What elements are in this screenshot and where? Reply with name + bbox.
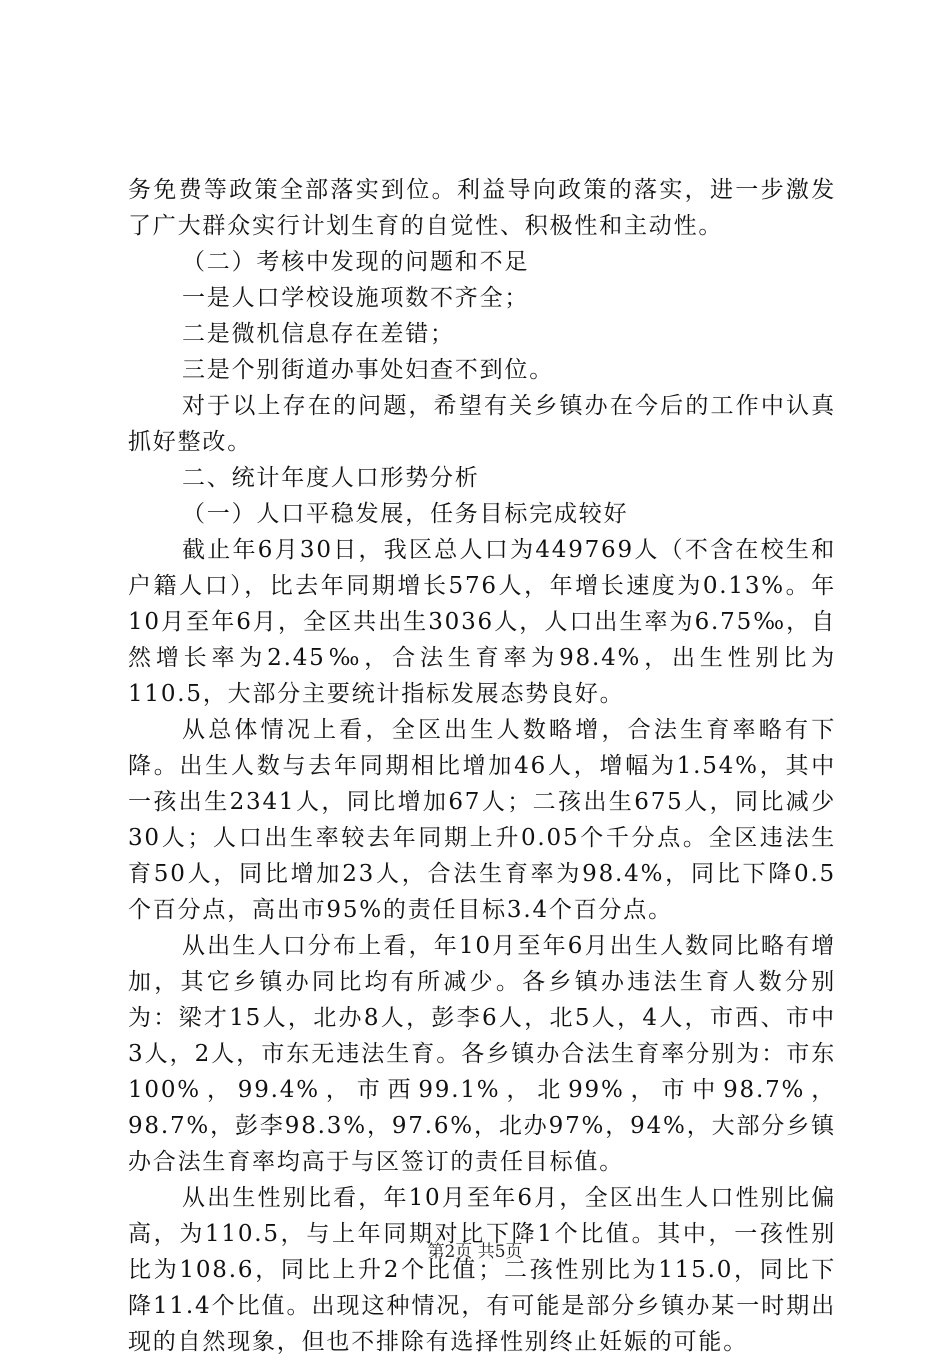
subsection-heading-stable-development: （一）人口平稳发展，任务目标完成较好 — [182, 501, 629, 527]
paragraph-rectification: 对于以上存在的问题，希望有关乡镇办在今后的工作中认真抓好整改。 — [128, 393, 836, 455]
paragraph-birth-distribution: 从出生人口分布上看，年10月至年6月出生人数同比略有增加，其它乡镇办同比均有所减少。各乡镇办违法生育人数分别为：梁才15人，北办8人，彭李6人，北5人，4人，市西、市中3人，2人，市东无违法生育。各乡镇办合法生育率分别为：市东100%，99.4%，市西99.1%，北99%，市中98.7%，98.7%，彭李98.3%，97.6%，北办97%，94%，大部分乡镇办合法生育率均高于与区签订的责任目标值。 — [128, 933, 836, 1175]
list-item-problem-1: 一是人口学校设施项数不齐全； — [182, 285, 530, 311]
list-item-problem-2: 二是微机信息存在差错； — [182, 321, 455, 347]
list-item-problem-3: 三是个别街道办事处妇查不到位。 — [182, 357, 554, 383]
paragraph-continuation: 务免费等政策全部落实到位。利益导向政策的落实，进一步激发了广大群众实行计划生育的自觉性、积极性和主动性。 — [128, 177, 836, 239]
paragraph-population-summary: 截止年6月30日，我区总人口为449769人（不含在校生和户籍人口），比去年同期增长576人，年增长速度为0.13%。年10月至年6月，全区共出生3036人，人口出生率为6.75‰，自然增长率为2.45‰，合法生育率为98.4%，出生性别比为110.5，大部分主要统计指标发展态势良好。 — [128, 537, 836, 707]
page-footer: 第2页 共5页 — [427, 1242, 523, 1262]
section-heading-problems: （二）考核中发现的问题和不足 — [182, 249, 530, 275]
section-heading-analysis: 二、统计年度人口形势分析 — [182, 465, 480, 491]
paragraph-overall-situation: 从总体情况上看，全区出生人数略增，合法生育率略有下降。出生人数与去年同期相比增加46人，增幅为1.54%，其中一孩出生2341人，同比增加67人；二孩出生675人，同比减少30人；人口出生率较去年同期上升0.05个千分点。全区违法生育50人，同比增加23人，合法生育率为98.4%，同比下降0.5个百分点，高出市95%的责任目标3.4个百分点。 — [128, 717, 836, 923]
document-body — [128, 172, 836, 1360]
paragraph-sex-ratio: 从出生性别比看，年10月至年6月，全区出生人口性别比偏高，为110.5，与上年同期对比下降1个比值。其中，一孩性别比为108.6，同比上升2个比值；二孩性别比为115.0，同比下降11.4个比值。出现这种情况，有可能是部分乡镇办某一时期出现的自然现象，但也不排除有选择性别终止妊娠的可能。 — [128, 1185, 836, 1355]
